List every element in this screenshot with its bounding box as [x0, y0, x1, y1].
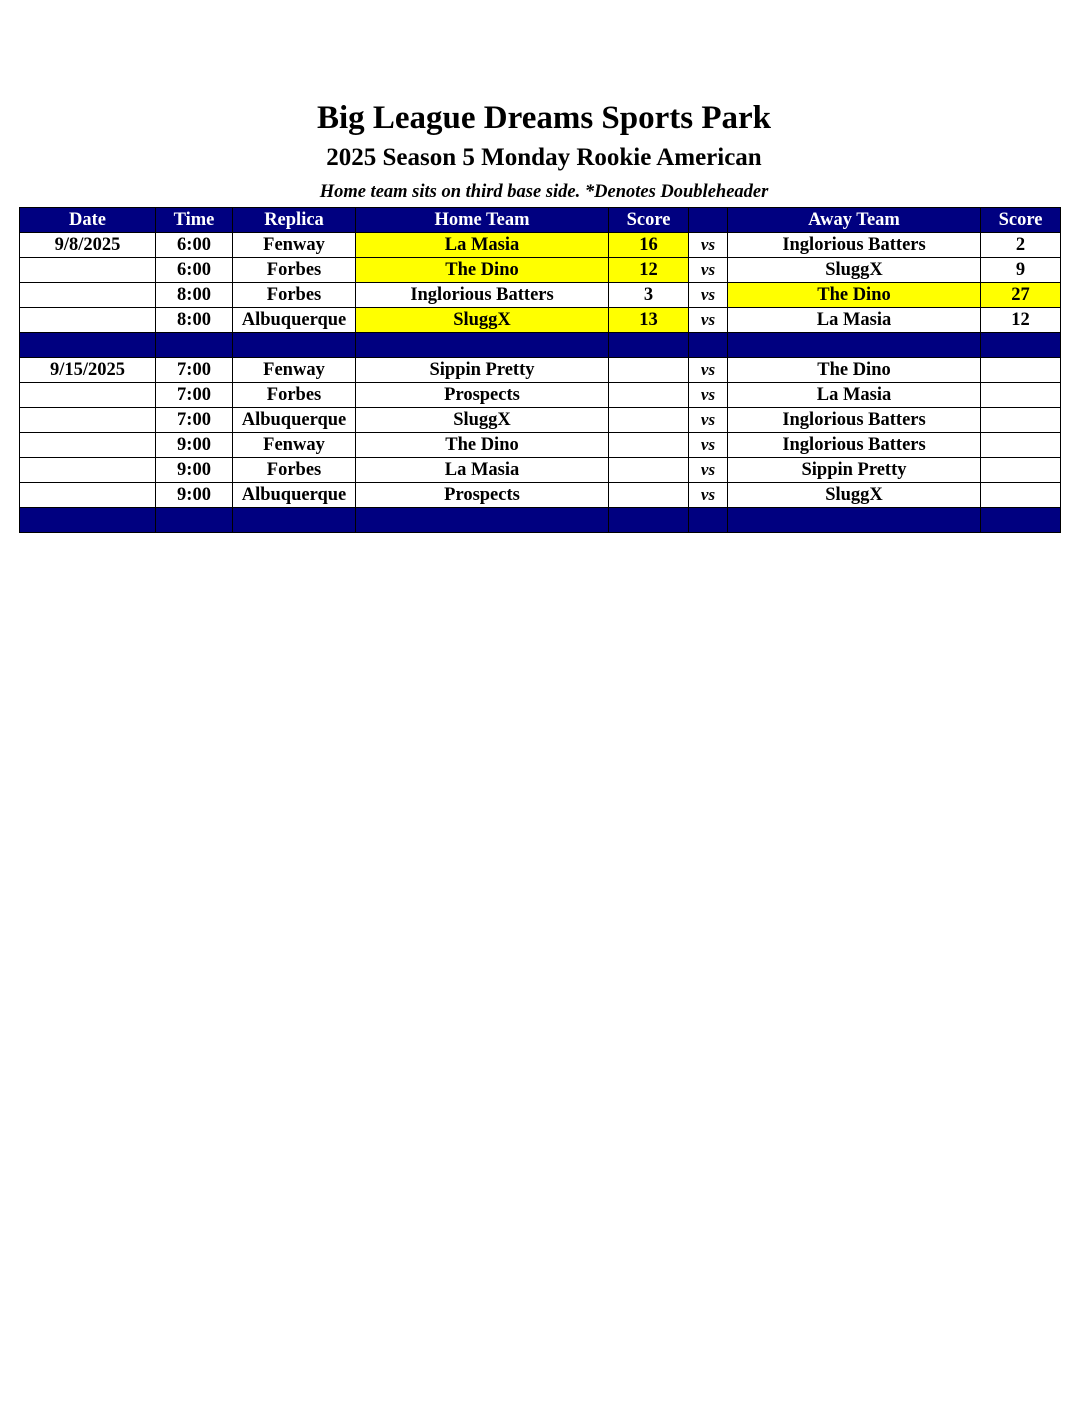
vs-cell: vs [689, 458, 728, 483]
separator-cell [981, 333, 1061, 358]
home-team-cell: The Dino [356, 258, 609, 283]
separator-cell [233, 508, 356, 533]
date-cell [20, 433, 156, 458]
home-team-cell: Prospects [356, 383, 609, 408]
replica-cell: Forbes [233, 283, 356, 308]
away-score-cell [981, 458, 1061, 483]
away-score-cell: 9 [981, 258, 1061, 283]
separator-cell [156, 508, 233, 533]
schedule-body [20, 233, 1061, 533]
away-team-cell: SluggX [728, 258, 981, 283]
header-row [20, 208, 1061, 233]
time-cell: 8:00 [156, 283, 233, 308]
date-cell: 9/15/2025 [20, 358, 156, 383]
away-score-cell [981, 433, 1061, 458]
home-score-cell [609, 483, 689, 508]
column-header-date: Date [20, 208, 156, 233]
replica-cell: Fenway [233, 358, 356, 383]
column-header-home-score: Score [609, 208, 689, 233]
replica-cell: Forbes [233, 458, 356, 483]
game-row [20, 358, 1061, 383]
away-score-cell: 2 [981, 233, 1061, 258]
separator-cell [728, 508, 981, 533]
home-team-cell: Prospects [356, 483, 609, 508]
time-cell: 8:00 [156, 308, 233, 333]
separator-cell [609, 508, 689, 533]
replica-cell: Forbes [233, 258, 356, 283]
away-team-cell: Inglorious Batters [728, 408, 981, 433]
away-team-cell: Sippin Pretty [728, 458, 981, 483]
home-score-cell: 13 [609, 308, 689, 333]
home-team-cell: Sippin Pretty [356, 358, 609, 383]
away-team-cell: The Dino [728, 358, 981, 383]
separator-cell [689, 333, 728, 358]
replica-cell: Albuquerque [233, 408, 356, 433]
home-score-cell: 3 [609, 283, 689, 308]
column-header-replica: Replica [233, 208, 356, 233]
away-team-cell: SluggX [728, 483, 981, 508]
home-team-cell: SluggX [356, 308, 609, 333]
schedule-note: Home team sits on third base side. *Denotes Doubleheader [319, 182, 769, 202]
page-title: Big League Dreams Sports Park [316, 100, 772, 136]
column-header-vs [689, 208, 728, 233]
home-score-cell [609, 458, 689, 483]
date-cell: 9/8/2025 [20, 233, 156, 258]
date-cell [20, 408, 156, 433]
away-team-cell: La Masia [728, 308, 981, 333]
time-cell: 9:00 [156, 458, 233, 483]
vs-cell: vs [689, 233, 728, 258]
game-row [20, 283, 1061, 308]
home-team-cell: The Dino [356, 433, 609, 458]
vs-cell: vs [689, 283, 728, 308]
time-cell: 9:00 [156, 433, 233, 458]
separator-cell [20, 333, 156, 358]
game-row [20, 433, 1061, 458]
home-team-cell: SluggX [356, 408, 609, 433]
date-cell [20, 458, 156, 483]
game-row [20, 458, 1061, 483]
separator-cell [689, 508, 728, 533]
away-team-cell: Inglorious Batters [728, 433, 981, 458]
vs-cell: vs [689, 483, 728, 508]
home-team-cell: Inglorious Batters [356, 283, 609, 308]
game-row [20, 383, 1061, 408]
separator-cell [20, 508, 156, 533]
away-team-cell: The Dino [728, 283, 981, 308]
game-row [20, 308, 1061, 333]
column-header-home-team: Home Team [356, 208, 609, 233]
time-cell: 9:00 [156, 483, 233, 508]
separator-cell [728, 333, 981, 358]
time-cell: 7:00 [156, 408, 233, 433]
column-header-time: Time [156, 208, 233, 233]
replica-cell: Albuquerque [233, 308, 356, 333]
vs-cell: vs [689, 383, 728, 408]
away-team-cell: Inglorious Batters [728, 233, 981, 258]
date-cell [20, 308, 156, 333]
schedule-table [19, 207, 1061, 533]
away-team-cell: La Masia [728, 383, 981, 408]
date-cell [20, 483, 156, 508]
game-row [20, 483, 1061, 508]
game-row [20, 258, 1061, 283]
time-cell: 7:00 [156, 358, 233, 383]
separator-cell [233, 333, 356, 358]
away-score-cell [981, 383, 1061, 408]
page-subtitle: 2025 Season 5 Monday Rookie American [326, 144, 762, 171]
date-cell [20, 258, 156, 283]
time-cell: 6:00 [156, 258, 233, 283]
vs-cell: vs [689, 433, 728, 458]
replica-cell: Albuquerque [233, 483, 356, 508]
date-cell [20, 283, 156, 308]
separator-row [20, 508, 1061, 533]
away-score-cell [981, 483, 1061, 508]
vs-cell: vs [689, 308, 728, 333]
vs-cell: vs [689, 408, 728, 433]
separator-cell [356, 508, 609, 533]
home-score-cell [609, 383, 689, 408]
column-header-away-team: Away Team [728, 208, 981, 233]
separator-cell [156, 333, 233, 358]
home-score-cell [609, 358, 689, 383]
home-score-cell [609, 433, 689, 458]
date-cell [20, 383, 156, 408]
separator-cell [609, 333, 689, 358]
column-header-away-score: Score [981, 208, 1061, 233]
home-team-cell: La Masia [356, 233, 609, 258]
vs-cell: vs [689, 358, 728, 383]
vs-cell: vs [689, 258, 728, 283]
away-score-cell: 12 [981, 308, 1061, 333]
home-team-cell: La Masia [356, 458, 609, 483]
separator-cell [356, 333, 609, 358]
time-cell: 7:00 [156, 383, 233, 408]
away-score-cell [981, 358, 1061, 383]
replica-cell: Forbes [233, 383, 356, 408]
game-row [20, 408, 1061, 433]
home-score-cell: 12 [609, 258, 689, 283]
replica-cell: Fenway [233, 433, 356, 458]
home-score-cell [609, 408, 689, 433]
separator-row [20, 333, 1061, 358]
away-score-cell [981, 408, 1061, 433]
game-row [20, 233, 1061, 258]
time-cell: 6:00 [156, 233, 233, 258]
separator-cell [981, 508, 1061, 533]
away-score-cell: 27 [981, 283, 1061, 308]
replica-cell: Fenway [233, 233, 356, 258]
home-score-cell: 16 [609, 233, 689, 258]
